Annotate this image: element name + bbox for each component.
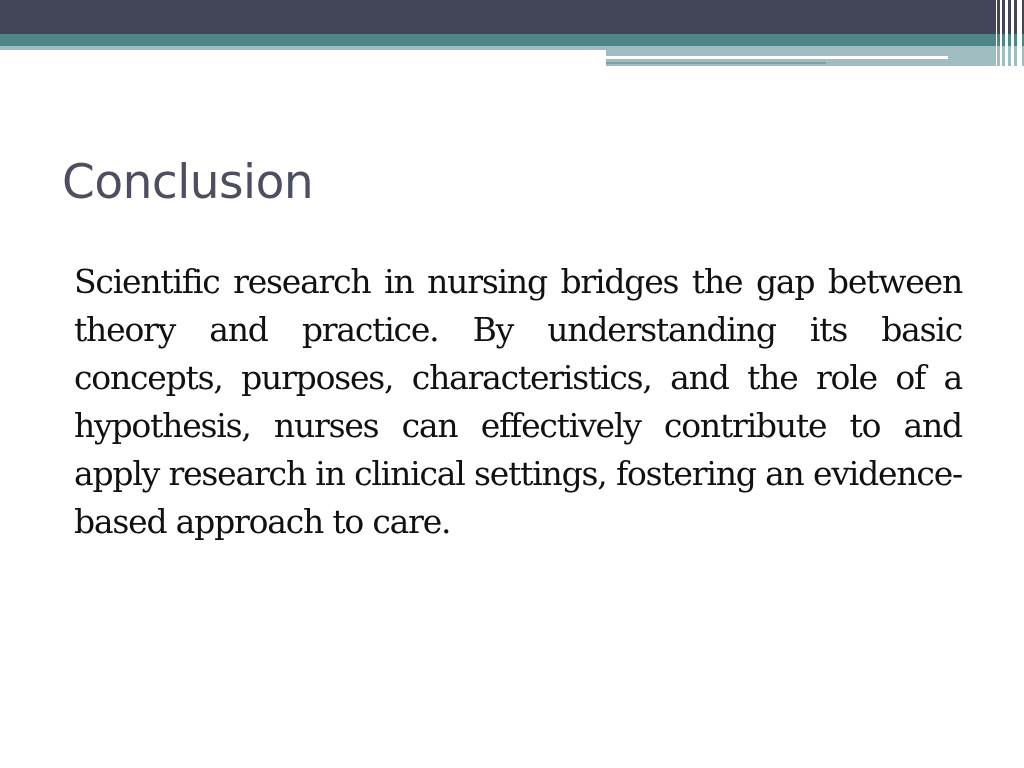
header-band-light-left <box>0 46 606 50</box>
header-stripe <box>1017 0 1022 68</box>
header-stripe <box>1000 0 1002 68</box>
header-stripe <box>1011 0 1014 68</box>
header-white-line <box>606 56 948 59</box>
header-band-dark <box>0 0 1024 34</box>
slide-body-text: Scientific research in nursing bridges the gap between theory and practice. By understanding its basic concepts, purposes, characteristics, and the role of a hypothesis, nurses can effectively contribute to and apply research in clinical settings, fostering an evidence-based approach to care. <box>74 262 962 541</box>
header-accent-line <box>606 62 826 64</box>
header-stripes <box>994 0 1024 68</box>
header-band-light-right <box>606 46 1024 66</box>
header-stripe <box>996 0 997 68</box>
header-stripe <box>1005 0 1008 68</box>
slide-title: Conclusion <box>62 155 314 210</box>
header-band-teal <box>0 34 1024 46</box>
